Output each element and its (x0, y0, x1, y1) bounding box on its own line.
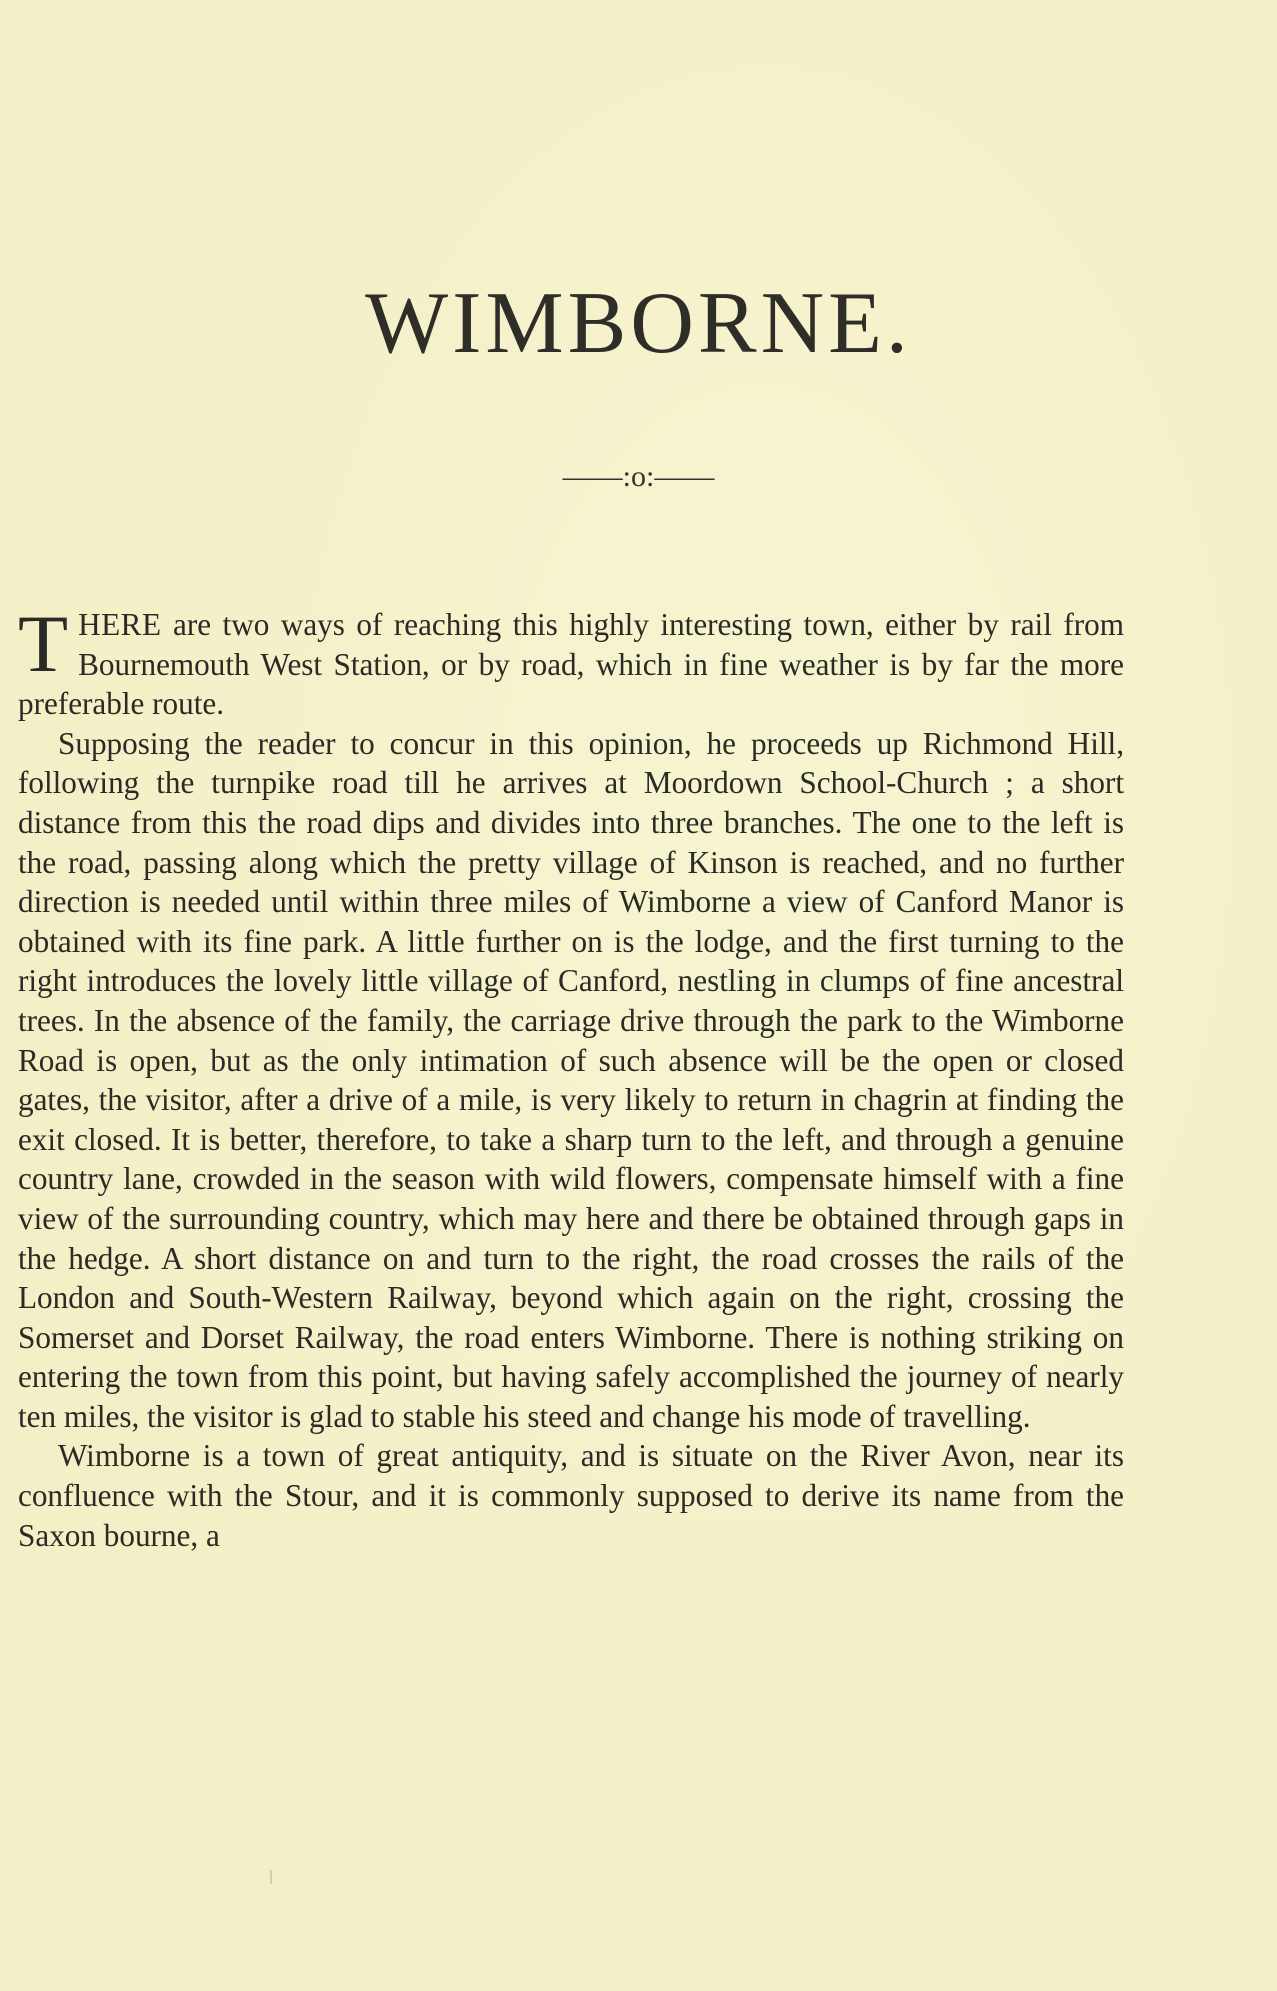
ornamental-separator: ——:o:—— (562, 460, 715, 493)
opening-caps: HERE (78, 607, 162, 642)
paragraph-3-text: Wimborne is a town of great antiquity, and is situate on the River Avon, near its confluence with the Stour, and it is commonly supposed to derive its name from the Saxon bourne, a (18, 1438, 1124, 1553)
body-text (18, 598, 1124, 1555)
paragraph-2-text: Supposing the reader to concur in this opinion, he proceeds up Richmond Hill, following the turnpike road till he arrives at Moordown School-Church ; a short distance from this the road dips and divides into three branches. The one to the left is the road, passing along which the pretty village of Kinson is reached, and no further direction is needed until within three miles of Wimborne a view of Canford Manor is obtained with its fine park. A little further on is the lodge, and the first turning to the right introduces the lovely little village of Canford, nestling in clumps of fine ancestral trees. In the absence of the family, the carriage drive through the park to the Wimborne Road is open, but as the only intimation of such absence will be the open or closed gates, the visitor, after a drive of a mile, is very likely to return in chagrin at finding the exit closed. It is better, therefore, to take a sharp turn to the left, and through a genuine country lane, crowded in the season with wild flowers, compensate himself with a fine view of the surrounding country, which may here and there be obtained through gaps in the hedge. A short distance on and turn to the right, the road crosses the rails of the London and South-Western Railway, beyond which again on the right, crossing the Somerset and Dorset Railway, the road enters Wimborne. There is nothing striking on entering the town from this point, but having safely accomplished the journey of nearly ten miles, the visitor is glad to stable his steed and change his mode of travelling. (18, 725, 1124, 1434)
paragraph-1 (18, 598, 1124, 724)
paragraph-2 (18, 724, 1124, 1437)
paper-blemish (270, 1870, 272, 1884)
drop-cap: T (18, 598, 69, 689)
paragraph-1-text: are two ways of reaching this highly interesting town, either by rail from Bournemouth West Station, or by road, which in fine weather is by far the more preferable route. (18, 607, 1124, 722)
page-title: WIMBORNE. (365, 275, 912, 372)
paragraph-3 (18, 1436, 1124, 1555)
